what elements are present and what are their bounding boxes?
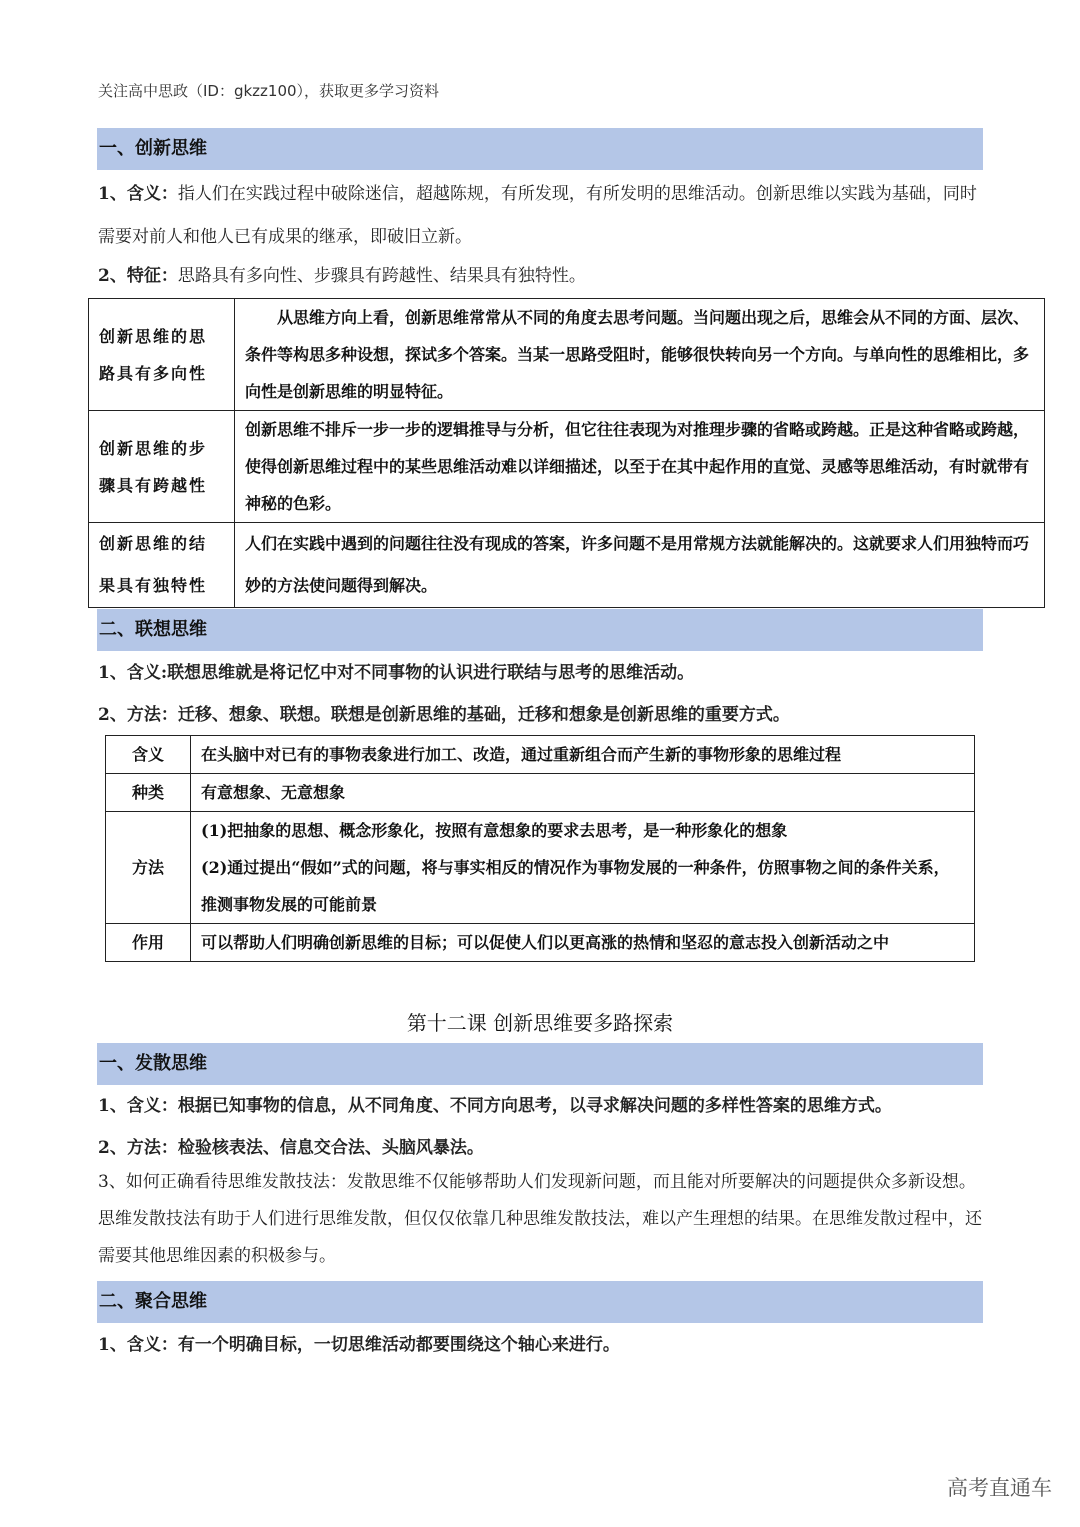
table-line: 可以帮助人们明确创新思维的目标；可以促使人们以更高涨的热情和坚忍的意志投入创新活动之中 <box>201 933 890 952</box>
definition-label: 1、含义： <box>98 184 178 204</box>
features-label: 2、特征： <box>98 266 178 286</box>
table-line: 有意想象、无意想象 <box>201 783 346 802</box>
table-line: (2)通过提出“假如”式的问题，将与事实相反的情况作为事物发展的一种条件，仿照事物之间的条件关系，推测事物发展的可能前景 <box>201 858 950 914</box>
definition-text: 指人们在实践过程中破除迷信，超越陈规，有所发现，有所发明的思维活动。创新思维以实践为基础，同时需要对前人和他人已有成果的继承，即破旧立新。 <box>98 184 977 247</box>
table-key: 种类 <box>106 774 191 812</box>
table-row <box>106 812 975 924</box>
top-note: 关注高中思政（ID：gkzz100），获取更多学习资料 <box>98 82 440 100</box>
section-heading-associative-thinking: 二、联想思维 <box>97 609 983 651</box>
divergent-definition: 1、含义：根据已知事物的信息，从不同角度、不同方向思考，以寻求解决问题的多样性答案的思维方式。 <box>98 1096 892 1116</box>
table-line: 在头脑中对已有的事物表象进行加工、改造，通过重新组合而产生新的事物形象的思维过程 <box>201 745 842 764</box>
table-value <box>191 774 975 812</box>
table-row <box>89 299 1045 411</box>
table-key: 方法 <box>106 812 191 924</box>
watermark: 高考直通车 <box>947 1476 1052 1500</box>
associative-methods: 2、方法：迁移、想象、联想。联想是创新思维的基础，迁移和想象是创新思维的重要方式。 <box>98 705 790 725</box>
table-row <box>89 411 1045 523</box>
table-value: 从思维方向上看，创新思维常常从不同的角度去思考问题。当问题出现之后，思维会从不同的方面、层次、条件等构思多种设想，探试多个答案。当某一思路受阻时，能够很快转向另一个方向。与单向性的思维相比，多向性是创新思维的明显特征。 <box>235 299 1045 411</box>
table-row <box>106 736 975 774</box>
table-key: 创新思维的思路具有多向性 <box>89 299 235 411</box>
table-row <box>89 523 1045 608</box>
table-value <box>191 736 975 774</box>
imagination-table <box>105 735 975 962</box>
features-paragraph <box>98 258 988 295</box>
section-heading-divergent-thinking: 一、发散思维 <box>97 1043 983 1085</box>
table-value: 人们在实践中遇到的问题往往没有现成的答案，许多问题不是用常规方法就能解决的。这就要求人们用独特而巧妙的方法使问题得到解决。 <box>235 523 1045 608</box>
features-text: 思路具有多向性、步骤具有跨越性、结果具有独特性。 <box>177 266 586 286</box>
table-row <box>106 774 975 812</box>
definition-paragraph <box>98 173 988 259</box>
table-line: (1)把抽象的思想、概念形象化，按照有意想象的要求去思考，是一种形象化的想象 <box>201 821 788 840</box>
table-value: 创新思维不排斥一步一步的逻辑推导与分析，但它往往表现为对推理步骤的省略或跨越。正是这种省略或跨越，使得创新思维过程中的某些思维活动难以详细描述，以至于在其中起作用的直觉、灵感等思维活动，有时就带有神秘的色彩。 <box>235 411 1045 523</box>
table-row <box>106 924 975 962</box>
associative-definition: 1、含义:联想思维就是将记忆中对不同事物的认识进行联结与思考的思维活动。 <box>98 663 695 683</box>
table-key: 含义 <box>106 736 191 774</box>
convergent-definition: 1、含义：有一个明确目标，一切思维活动都要围绕这个轴心来进行。 <box>98 1335 620 1355</box>
section-heading-convergent-thinking: 二、聚合思维 <box>97 1281 983 1323</box>
lesson-title: 第十二课 创新思维要多路探索 <box>406 1011 674 1035</box>
section-heading-innovative-thinking: 一、创新思维 <box>97 128 983 170</box>
table-key: 作用 <box>106 924 191 962</box>
table-value <box>191 924 975 962</box>
divergent-technique-view: 3、如何正确看待思维发散技法：发散思维不仅能够帮助人们发现新问题，而且能对所要解决的问题提供众多新设想。思维发散技法有助于人们进行思维发散，但仅仅依靠几种思维发散技法，难以产生理想的结果。在思维发散过程中，还需要其他思维因素的积极参与。 <box>98 1172 982 1266</box>
features-table <box>88 298 1045 608</box>
table-value <box>191 812 975 924</box>
table-key: 创新思维的结果具有独特性 <box>89 523 235 608</box>
table-key: 创新思维的步骤具有跨越性 <box>89 411 235 523</box>
divergent-methods: 2、方法：检验核表法、信息交合法、头脑风暴法。 <box>98 1138 484 1158</box>
